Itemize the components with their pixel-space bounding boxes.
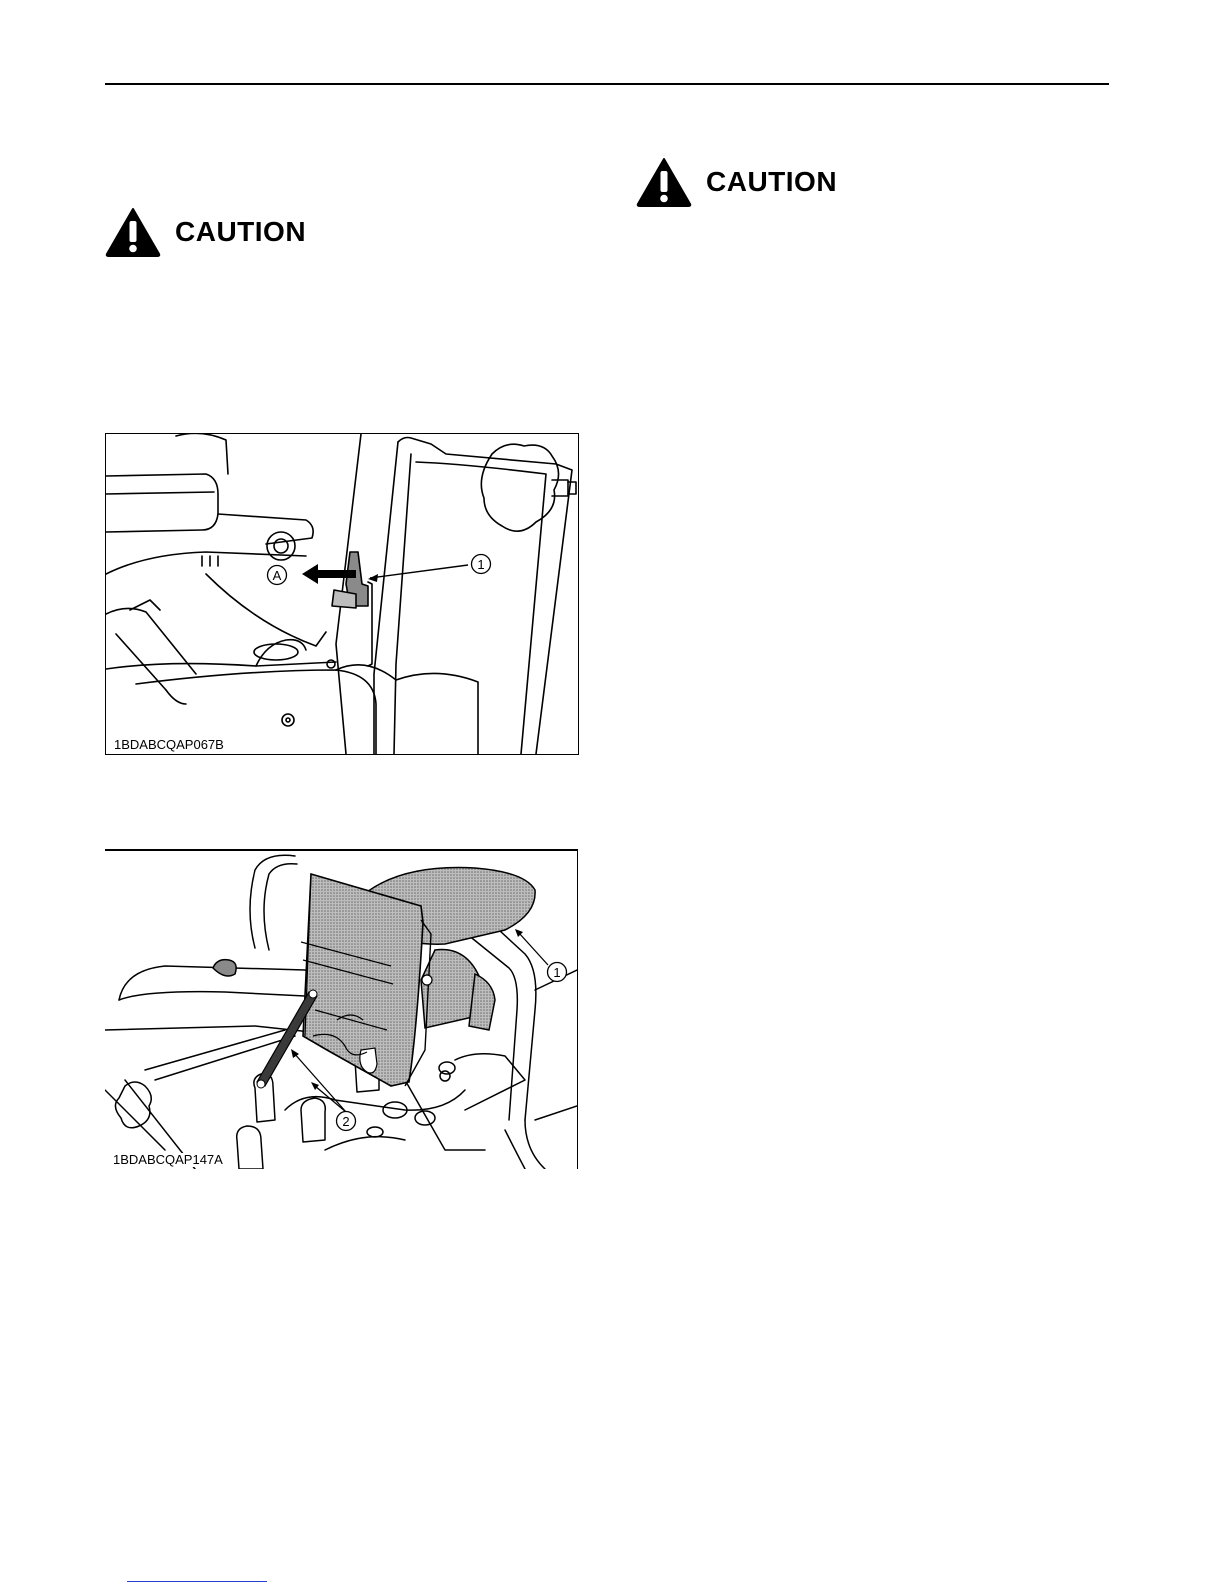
figure-code: 1BDABCQAP147A — [113, 1151, 223, 1167]
callout-1: 1 — [553, 965, 561, 980]
caution-heading-left — [105, 207, 306, 257]
figure-code: 1BDABCQAP067B — [114, 736, 224, 752]
seat-lock-illustration — [106, 434, 578, 754]
footer-link-underline[interactable] — [127, 1581, 267, 1582]
seat-support-illustration — [105, 850, 577, 1169]
caution-heading-right — [636, 157, 837, 207]
callout-1: 1 — [477, 557, 485, 572]
figure-seat-lock-lever — [105, 433, 579, 755]
header-rule — [105, 83, 1109, 85]
callout-2: 2 — [342, 1114, 350, 1129]
figure-seat-support-rod — [105, 849, 578, 1169]
warning-triangle-icon — [105, 207, 161, 257]
callout-a: A — [272, 568, 282, 583]
warning-triangle-icon — [636, 157, 692, 207]
caution-label: CAUTION — [706, 166, 838, 197]
caution-label: CAUTION — [175, 216, 307, 247]
